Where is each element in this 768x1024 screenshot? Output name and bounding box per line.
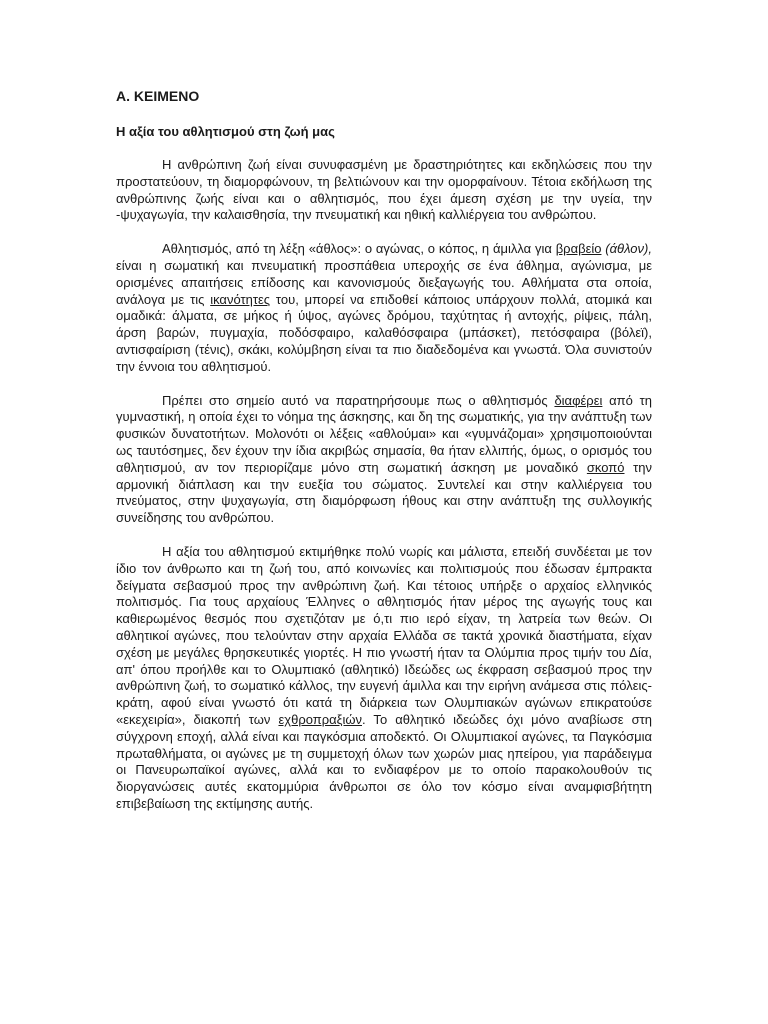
document-subtitle: Η αξία του αθλητισμού στη ζωή μας: [116, 124, 335, 139]
paragraph: [116, 241, 652, 375]
paragraph-text: είναι η σωματική και πνευματική προσπάθεια υπεροχής σε ένα άθλημα, αγώνισμα, με ορισμένες απαιτήσεις επίδοσης και κανονισμούς διεξαγωγής του. Αθλήματα στα οποία, ανάλογα με τις: [116, 257, 652, 307]
paragraphs: [116, 157, 652, 813]
paragraph: [116, 157, 652, 224]
paragraph: [116, 393, 652, 527]
paragraph-text: Πρέπει στο σημείο αυτό να παρατηρήσουμε πως ο αθλητισμός: [162, 392, 555, 408]
underlined-term: εχθροπραξιών: [278, 711, 362, 727]
underlined-term: βραβείο: [555, 241, 602, 257]
italic-term: (άθλον),: [605, 241, 652, 257]
paragraph-text: Αθλητισμός, από τη λέξη «άθλος»: ο αγώνας, ο κόπος, η άμιλλα για: [162, 241, 556, 257]
paragraph: [116, 544, 652, 813]
paragraph-text: Η ανθρώπινη ζωή είναι συνυφασμένη με δραστηριότητες και εκδηλώσεις που την προστατεύουν, τη διαμορφώνουν, τη βελτιώνουν και την ομορφαίνουν. Τέτοια εκδήλωση της ανθρώπινης ζωής είναι και ο αθλητισμός, που έχει άμεση σχέση με την υγεία, την -ψυχαγωγία, την καλαισθησία, την πνευματική και ηθική καλλιέργεια του ανθρώπου.: [116, 157, 652, 223]
paragraph-text: του, μπορεί να επιδοθεί κάποιος υπάρχουν πολλά, ατομικά και ομαδικά: άλματα, σε μήκος ή ύψος, αγώνες δρόμου, ταχύτητας ή αντοχής, ρίψεις, πάλη, άρση βαρών, πυγμαχία, ποδόσφαιρο, καλαθόσφαιρα (μπάσκετ), πετόσφαιρα (βόλεϊ), αντισφαίριση (τένις), σκάκι, κολύμβηση είναι τα πιο διαδεδομένα και γνωστά. Όλα συνιστούν την έννοια του αθλητισμού.: [116, 291, 652, 374]
section-heading: Α. ΚΕΙΜΕΝΟ: [116, 88, 200, 104]
paragraph-text: . Το αθλητικό ιδεώδες όχι μόνο αναβίωσε στη σύγχρονη εποχή, αλλά είναι και παγκόσμια αποδεκτό. Οι Ολυμπιακοί αγώνες, τα Παγκόσμια πρωταθλήματα, οι αγώνες με τη συμμετοχή όλων των χωρών μιας ηπείρου, για παράδειγμα οι Πανευρωπαϊκοί αγώνες, αλλά και το ενδιαφέρον με το οποίο παρακολουθούν τις διοργανώσεις αυτές εκατομμύρια άνθρωποι σε όλο τον κόσμο είναι αναμφισβήτητη επιβεβαίωση της εκτίμησης αυτής.: [116, 711, 652, 811]
document-page: [116, 88, 652, 830]
paragraph-text: την αρμονική διάπλαση και την ευεξία του σώματος. Συντελεί και στην καλλιέργεια του πνεύματος, στην ψυχαγωγία, στη διαμόρφωση ήθους και στην ανάπτυξη της συλλογικής συνείδησης του ανθρώπου.: [116, 459, 652, 526]
paragraph-text: Η αξία του αθλητισμού εκτιμήθηκε πολύ νωρίς και μάλιστα, επειδή συνδέεται με τον ίδιο τον άνθρωπο και τη ζωή του, από κοινωνίες και πολιτισμούς που έδωσαν έμπρακτα δείγματα σεβασμού προς την ανθρώπινη ζωή. Και τέτοιος υπήρξε ο αρχαίος ελληνικός πολιτισμός. Για τους αρχαίους Έλληνες ο αθλητισμός ήταν μέρος της αγωγής τους και καθιερωμένος θεσμός που σχετιζόταν με ό,τι πιο ιερό είχαν, τη λατρεία των θεών. Οι αθλητικοί αγώνες, που τελούνταν στην αρχαία Ελλάδα σε τακτά χρονικά διαστήματα, είχαν σχέση με μεγάλες θρησκευτικές γιορτές. Η πιο γνωστή ήταν τα Ολύμπια προς τιμήν του Δία, απ' όπου προήλθε και το Ολυμπιακό (αθλητικό) Ιδεώδες ως έκφραση σεβασμού προς την ανθρώπινη ζωή, το σωματικό κάλλος, την ευγενή άμιλλα και την ειρήνη ανάμεσα στις πόλεις-κράτη, αφού είναι γνωστό ότι κατά τη διάρκεια των Ολυμπιακών αγώνων επικρατούσε «εκεχειρία», διακοπή των: [116, 543, 652, 727]
underlined-term: ικανότητες: [210, 291, 271, 307]
paragraph-text: από τη γυμναστική, η οποία έχει το νόημα της άσκησης, και δη της σωματικής, για την ανάπτυξη των φυσικών δυνατοτήτων. Μολονότι οι λέξεις «αθλούμαι» και «γυμνάζομαι» χρησιμοποιούνται ως ταυτόσημες, δεν έχουν την ίδια ακριβώς σημασία, θα ήταν ελλιπής, όμως, ο ορισμός του αθλητισμού, αν τον περιορίζαμε μόνο στη σωματική άσκηση με μοναδικό: [116, 392, 652, 475]
underlined-term: σκοπό: [586, 459, 625, 475]
underlined-term: διαφέρει: [554, 392, 603, 408]
